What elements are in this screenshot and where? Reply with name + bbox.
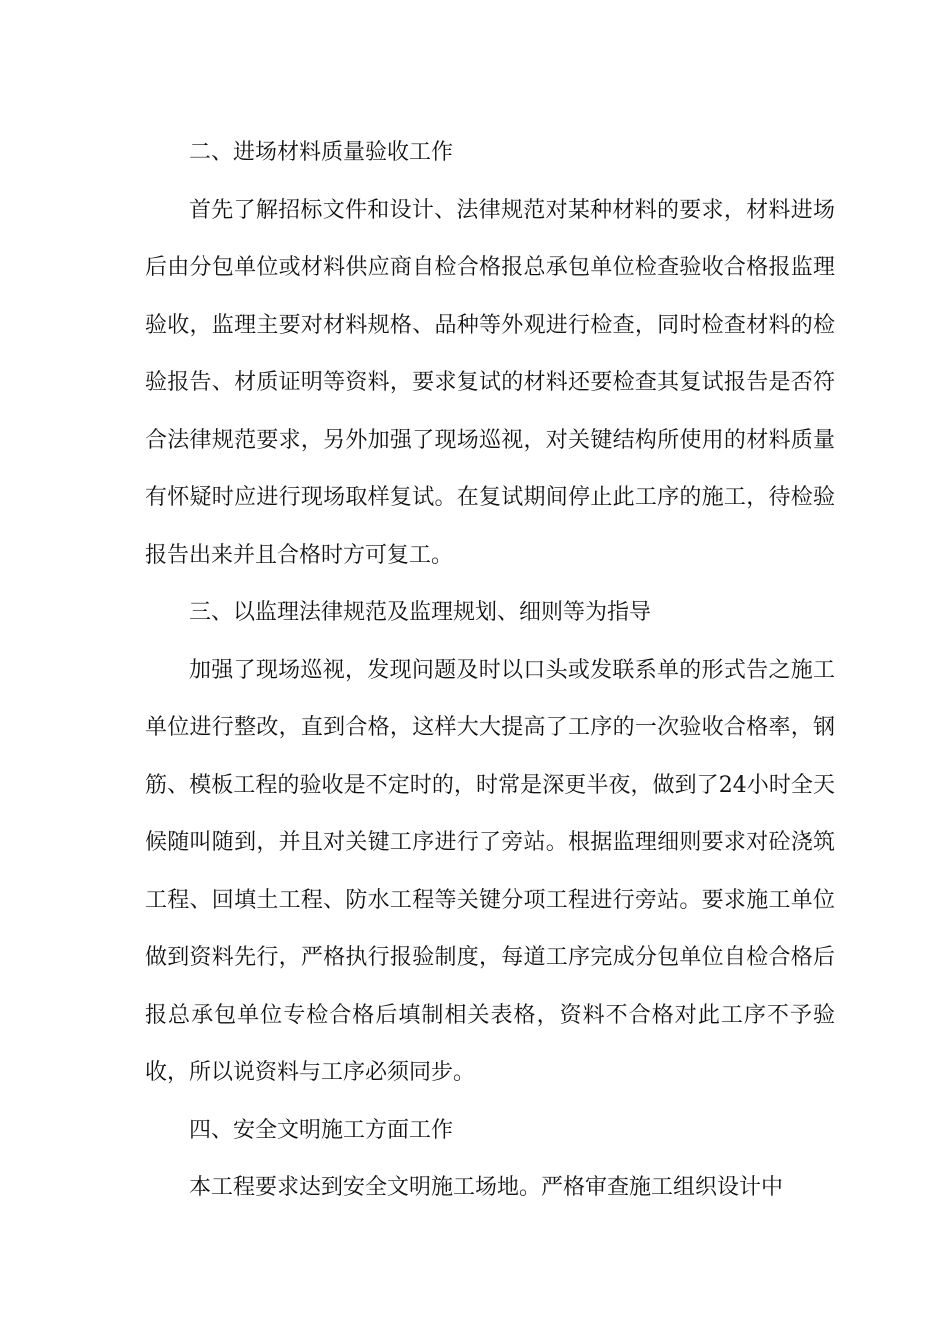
section-heading-3: 三、以监理法律规范及监理规划、细则等为指导 bbox=[189, 600, 652, 625]
paragraph-material-inspection: 首先了解招标文件和设计、法律规范对某种材料的要求，材料进场后由分包单位或材料供应商自检合格报总承包单位检查验收合格报监理验收，监理主要对材料规格、品种等外观进行检查，同时检查材料的检验报告、材质证明等资料，要求复试的材料还要检查其复试报告是否符合法律规范要求，另外加强了现场巡视，对关键结构所使用的材料质量有怀疑时应进行现场取样复试。在复试期间停止此工序的施工，待检验报告出来并且合格时方可复工。 bbox=[145, 197, 835, 568]
document-body bbox=[145, 124, 835, 1217]
section-heading-4: 四、安全文明施工方面工作 bbox=[189, 1117, 454, 1143]
paragraph-safety: 本工程要求达到安全文明施工场地。严格审查施工组织设计中 bbox=[189, 1175, 784, 1200]
section-heading-2: 二、进场材料质量验收工作 bbox=[189, 140, 454, 165]
paragraph-site-inspection: 加强了现场巡视，发现问题及时以口头或发联系单的形式告之施工单位进行整改，直到合格，这样大大提高了工序的一次验收合格率，钢筋、模板工程的验收是不定时的，时常是深更半夜，做到了24小时全天候随叫随到，并且对关键工序进行了旁站。根据监理细则要求对砼浇筑工程、回填土工程、防水工程等关键分项工程进行旁站。要求施工单位做到资料先行，严格执行报验制度，每道工序完成分包单位自检合格后报总承包单位专检合格后填制相关表格，资料不合格对此工序不予验收，所以说资料与工序必须同步。 bbox=[145, 657, 835, 1085]
